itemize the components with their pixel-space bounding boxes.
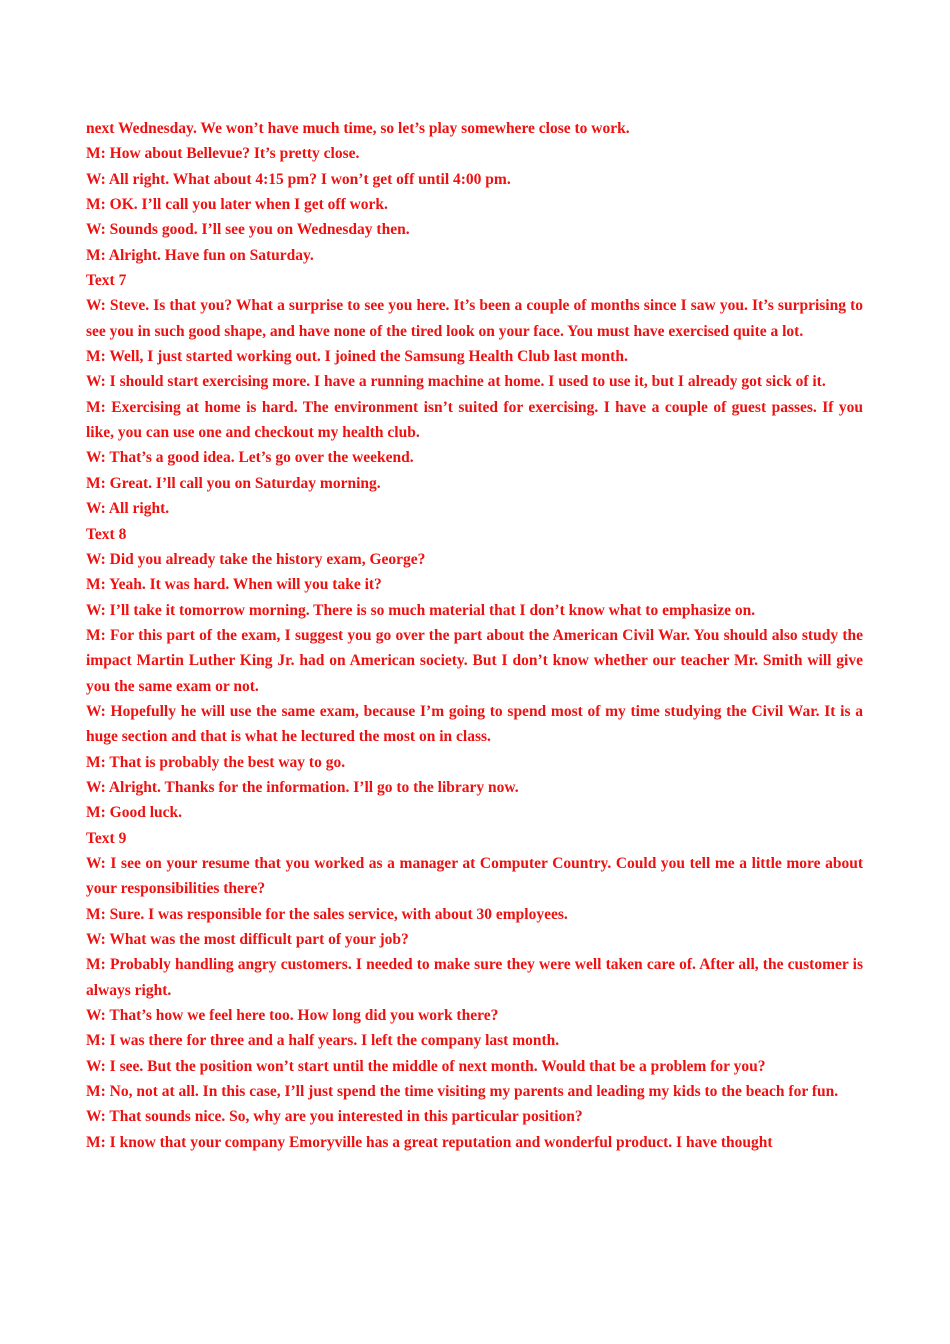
dialogue-line: M: I know that your company Emoryville has a great reputation and wonderful product. I have thought [86, 1133, 773, 1151]
dialogue-line: M: No, not at all. In this case, I’ll just spend the time visiting my parents and leading my kids to the beach for fun. [86, 1083, 839, 1101]
document-page [86, 116, 863, 1155]
dialogue-line: W: What was the most difficult part of your job? [86, 931, 409, 948]
dialogue-line: M: Good luck. [86, 804, 183, 822]
dialogue-line: W: I should start exercising more. I have a running machine at home. I used to use it, but I already got sick of it. [86, 373, 826, 391]
dialogue-line: M: Great. I’ll call you on Saturday morning. [86, 474, 381, 492]
dialogue-line: next Wednesday. We won’t have much time, so let’s play somewhere close to work. [86, 120, 630, 137]
dialogue-line: W: Did you already take the history exam, George? [86, 550, 426, 568]
dialogue-line: M: Well, I just started working out. I joined the Samsung Health Club last month. [86, 348, 628, 366]
dialogue-line: M: For this part of the exam, I suggest you go over the part about the American Civil War. You should also study the impact Martin Luther King Jr. had on American society. But I don’t know whether our teacher Mr. Smith will give you the same exam or not. [86, 626, 863, 695]
section-heading: Text 7 [86, 272, 127, 290]
dialogue-line: M: Exercising at home is hard. The environment isn’t suited for exercising. I have a couple of guest passes. If you like, you can use one and checkout my health club. [86, 398, 863, 442]
dialogue-line: W: I see on your resume that you worked as a manager at Computer Country. Could you tell me a little more about your responsibilities there? [86, 854, 863, 898]
dialogue-line: W: That sounds nice. So, why are you interested in this particular position? [86, 1108, 583, 1126]
dialogue-line: W: Alright. Thanks for the information. I’ll go to the library now. [86, 778, 519, 796]
dialogue-line: W: I’ll take it tomorrow morning. There is so much material that I don’t know what to emphasize on. [86, 601, 756, 619]
dialogue-line: M: Probably handling angry customers. I needed to make sure they were well taken care of. After all, the customer is always right. [86, 956, 863, 999]
section-heading: Text 8 [86, 525, 127, 543]
dialogue-line: W: All right. [86, 500, 170, 518]
dialogue-line: M: Sure. I was responsible for the sales service, with about 30 employees. [86, 905, 568, 923]
dialogue-line: M: Alright. Have fun on Saturday. [86, 246, 314, 264]
dialogue-line: M: OK. I’ll call you later when I get off work. [86, 196, 388, 214]
dialogue-line: W: That’s a good idea. Let’s go over the weekend. [86, 449, 414, 467]
dialogue-line: W: All right. What about 4:15 pm? I won’t get off until 4:00 pm. [86, 170, 511, 188]
dialogue-line: M: Yeah. It was hard. When will you take it? [86, 576, 382, 594]
dialogue-line: W: Hopefully he will use the same exam, because I’m going to spend most of my time studying the Civil War. It is a huge section and that is what he lectured the most on in class. [86, 702, 863, 746]
dialogue-line: W: I see. But the position won’t start until the middle of next month. Would that be a problem for you? [86, 1057, 766, 1075]
dialogue-line: W: That’s how we feel here too. How long did you work there? [86, 1007, 499, 1025]
dialogue-line: M: That is probably the best way to go. [86, 753, 346, 771]
dialogue-line: W: Sounds good. I’ll see you on Wednesday then. [86, 221, 410, 239]
dialogue-line: W: Steve. Is that you? What a surprise to see you here. It’s been a couple of months since I saw you. It’s surprising to see you in such good shape, and have none of the tired look on your face. You must have exercised quite a lot. [86, 297, 863, 340]
dialogue-line: M: I was there for three and a half years. I left the company last month. [86, 1032, 560, 1050]
dialogue-line: M: How about Bellevue? It’s pretty close. [86, 145, 360, 163]
section-heading: Text 9 [86, 829, 127, 847]
